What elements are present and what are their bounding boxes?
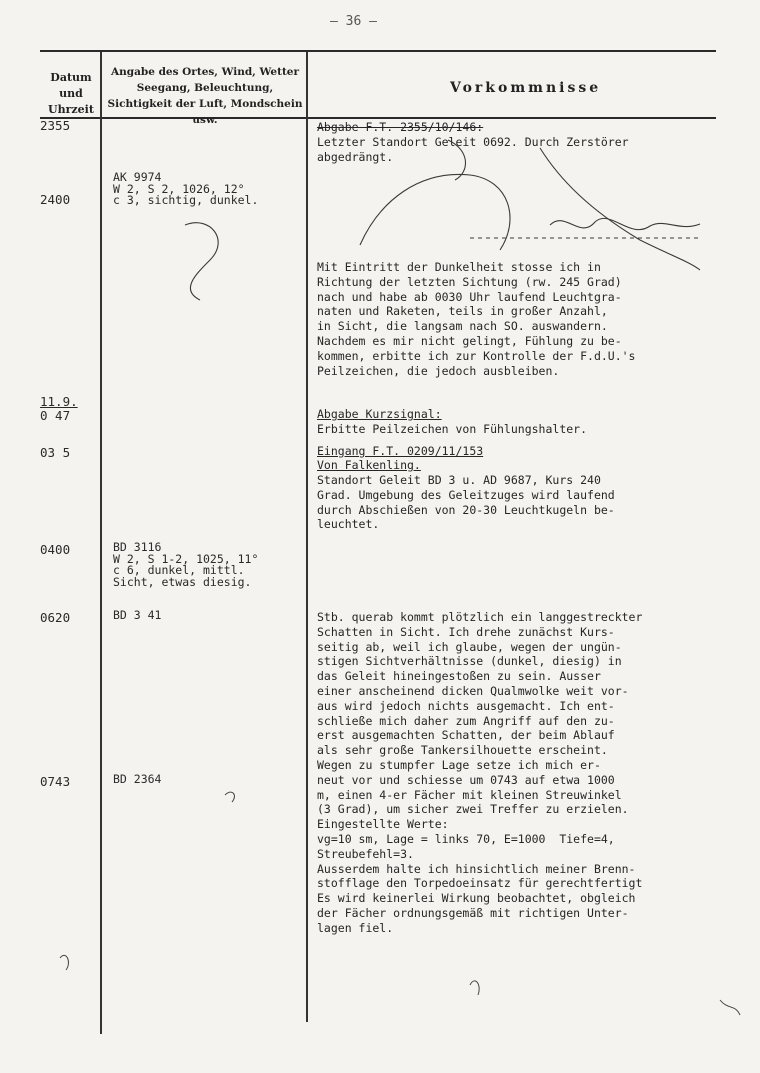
time-0620: 0620 [40,610,71,625]
mark-3 [720,1000,740,1015]
entry-0047-title: Abgabe Kurzsignal: [317,407,442,421]
entry-2355-body: Letzter Standort Geleit 0692. Durch Zerstörer abgedrängt. [317,135,629,164]
scribble-curve [360,174,510,250]
mark-4 [470,981,479,995]
header-angabe: Angabe des Ortes, Wind, Wetter Seegang, Beleuchtung, Sichtigkeit der Luft, Mondschein usw. [107,66,303,126]
position-0620: BD 3 41 [113,608,162,622]
entry-2400-body: Mit Eintritt der Dunkelheit stosse ich in Richtung der letzten Sichtung (rw. 245 Grad) nach und habe ab 0030 Uhr laufend Leuchtgra- naten und Raketen, teils in großer Anzahl, in Sicht, die langsam nach SO. auswandern. Nachdem es mir nicht gelingt, Fühlung zu be- kommen, erbitte ich zur Kontrolle der F.d.U.'s Peilzeichen, die jedoch ausbleiben. [317,260,636,378]
mark-2 [60,955,68,970]
time-0035: 03 5 [40,445,71,460]
time-0400: 0400 [40,542,71,557]
position-0400: BD 3116 W 2, S 1-2, 1025, 11° c 6, dunkel, mittl. Sicht, etwas diesig. [113,540,259,589]
entry-0035-from: Von Falkenling. [317,458,421,472]
time-0047: 0 47 [40,408,71,423]
entry-0620-body: Stb. querab kommt plötzlich ein langgestreckter Schatten in Sicht. Ich drehe zunächst Kurs- seitig ab, weil ich glaube, wegen der ungün- stigen Sichtverhältnisse (dunkel, diesig) in das Geleit hineingestoßen zu sein. Ausser einer anscheinend dicken Qualmwolke weit vor- aus wird jedoch nichts ausgemacht. Ich ent- schließe mich daher zum Angriff auf den zu- erst ausgemachten Schatten, der beim Ablauf als sehr große Tankersilhouette erscheint. [317,610,643,758]
position-2400: AK 9974 W 2, S 2, 1026, 12° c 3, sichtig, dunkel. [113,170,259,207]
date-11-9: 11.9. [40,394,78,409]
page-number: — 36 — [330,14,377,29]
entry-0743-body: Wegen zu stumpfer Lage setze ich mich er- neut vor und schiesse um 0743 auf etwa 1000 m, einen 4-er Fächer mit kleinen Streuwinkel (3 Grad), um sicher zwei Treffer zu erzielen. Eingestellte Werte: vg=10 sm, Lage = links 70, E=1000 Tiefe=4, Streubefehl=3. Ausserdem halte ich hinsichtlich meiner Brenn- stofflage den Torpedoeinsatz für gerechtfertigt Es wird keinerlei Wirkung beobachtet, obgleich der Fächer ordnungsgemäß mit richtigen Unter- lagen fiel. [317,758,643,935]
time-0743: 0743 [40,774,71,789]
position-0743: BD 2364 [113,772,162,786]
entry-0047-body: Erbitte Peilzeichen von Fühlungshalter. [317,422,588,436]
entry-0035-title: Eingang F.T. 0209/11/153 [317,444,484,458]
time-2355: 2355 [40,118,71,133]
mark-1 [225,792,234,802]
signature-mark [550,218,700,229]
entry-2355-title: Abgabe F.T. 2355/10/146: [317,120,484,134]
scribble-left [185,223,218,300]
time-2400: 2400 [40,192,71,207]
header-vorkommnisse: Vorkommnisse [450,80,602,96]
header-datum: Datum und Uhrzeit [48,71,94,116]
scribble-diagonal [540,148,700,270]
entry-0035-body: Standort Geleit BD 3 u. AD 9687, Kurs 240 Grad. Umgebung des Geleitzuges wird laufend durch Abschießen von 20-30 Leuchtkugeln be- leuchtet. [317,473,615,532]
